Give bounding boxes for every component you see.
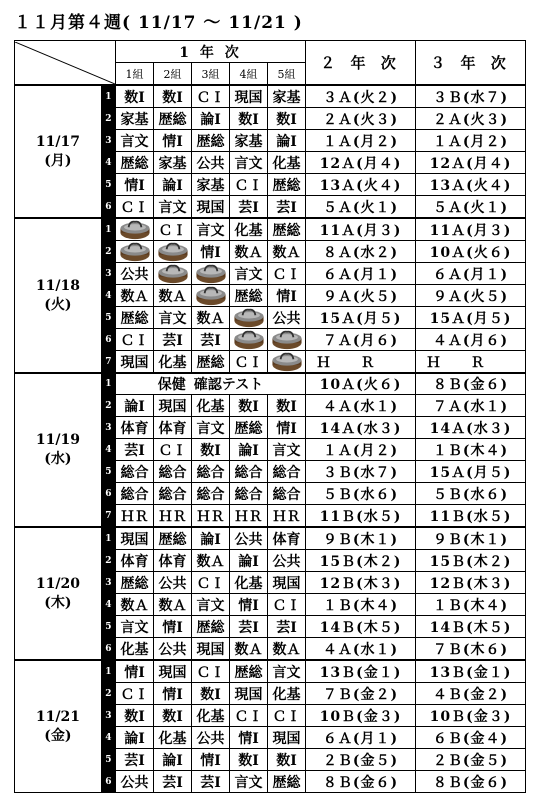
- class-cell: ＣＩ: [154, 439, 192, 461]
- class-cell: 化基: [192, 705, 230, 727]
- grade3-cell: ８Ｂ(金６): [416, 771, 526, 793]
- class-cell: 数Ⅰ: [268, 395, 306, 417]
- class-cell: 体育: [116, 417, 154, 439]
- class-cell: 数Ⅰ: [268, 108, 306, 130]
- class-cell: ＣＩ: [230, 351, 268, 374]
- class-cell: 数Ａ: [116, 285, 154, 307]
- class-cell: ＨＲ: [268, 505, 306, 528]
- class-cell: 情Ⅰ: [192, 241, 230, 263]
- grade3-cell: 10Ｂ(金３): [416, 705, 526, 727]
- grade3-cell: 13Ｂ(金１): [416, 660, 526, 683]
- day-date: 11/19: [35, 432, 80, 448]
- grade3-cell: ４Ａ(月６): [416, 329, 526, 351]
- grade2-cell: ８Ｂ(金６): [306, 771, 416, 793]
- grade3-cell: 10Ａ(火６): [416, 241, 526, 263]
- class-cell: 言文: [154, 307, 192, 329]
- class-cell: ＣＩ: [116, 196, 154, 219]
- grade3-cell: 11Ａ(月３): [416, 218, 526, 241]
- class-cell: 芸Ⅰ: [116, 749, 154, 771]
- period-row: [15, 85, 526, 108]
- class-cell: 現国: [268, 727, 306, 749]
- class-cell: 化基: [268, 152, 306, 174]
- class-cell: 化基: [192, 395, 230, 417]
- grade3-cell: 12Ｂ(木３): [416, 572, 526, 594]
- grade2-cell: ３Ａ(火２): [306, 85, 416, 108]
- grade2-cell: ８Ａ(水２): [306, 241, 416, 263]
- class-cell: 総合: [192, 461, 230, 483]
- class-cell: 現国: [192, 638, 230, 661]
- day-date: 11/18: [35, 277, 80, 294]
- class-cell: 言文: [192, 417, 230, 439]
- period-number: 4: [101, 439, 115, 461]
- class-cell: 情Ⅰ: [268, 417, 306, 439]
- class-cell: ＨＲ: [230, 505, 268, 528]
- class-cell: 公共: [154, 572, 192, 594]
- class-cell: 公共: [268, 550, 306, 572]
- class-cell: ＨＲ: [192, 505, 230, 528]
- grade2-cell: 13Ｂ(金１): [306, 660, 416, 683]
- period-number: 7: [101, 351, 115, 374]
- class-cell: 言文: [116, 616, 154, 638]
- class-cell: 公共: [268, 307, 306, 329]
- grade2-cell: 10Ｂ(金３): [306, 705, 416, 727]
- class-cell: 言文: [230, 152, 268, 174]
- class-cell: 情Ⅰ: [116, 660, 154, 683]
- grade2-cell: 14Ｂ(木５): [306, 616, 416, 638]
- period-number: 5: [101, 174, 115, 196]
- period-number: 1: [101, 85, 115, 108]
- period-number: 4: [101, 152, 115, 174]
- event-name: 保健: [157, 377, 186, 393]
- class-cell: 論Ⅰ: [192, 108, 230, 130]
- period-number: 3: [101, 130, 115, 152]
- class-cell: 現国: [116, 351, 154, 374]
- grade2-cell: ９Ｂ(木１): [306, 527, 416, 550]
- period-number: 3: [101, 572, 115, 594]
- period-number: 6: [101, 329, 115, 351]
- class-cell: 言文: [230, 771, 268, 793]
- grade3-cell: ５Ａ(火１): [416, 196, 526, 219]
- curling-stone-icon: [231, 308, 267, 328]
- class-cell: 論Ⅰ: [230, 550, 268, 572]
- period-number: 3: [101, 417, 115, 439]
- grade3-cell: 14Ｂ(木５): [416, 616, 526, 638]
- day-weekday: (月): [44, 152, 72, 169]
- period-number: 5: [101, 749, 115, 771]
- class-cell: 体育: [116, 550, 154, 572]
- class-cell: 総合: [268, 461, 306, 483]
- grade3-cell: ２Ａ(火３): [416, 108, 526, 130]
- curling-stone-cell: [268, 329, 306, 351]
- corner-cell: [15, 41, 116, 86]
- class-cell: 体育: [268, 527, 306, 550]
- class-cell: 論Ⅰ: [154, 749, 192, 771]
- class-cell: 総合: [154, 461, 192, 483]
- class-cell: 数Ａ: [192, 307, 230, 329]
- grade2-cell: ３Ｂ(水７): [306, 461, 416, 483]
- class-cell: 情Ⅰ: [230, 727, 268, 749]
- class-cell: 情Ⅰ: [192, 749, 230, 771]
- class-cell: 数Ⅰ: [268, 749, 306, 771]
- class-cell: 化基: [268, 683, 306, 705]
- class-cell: 数Ａ: [154, 594, 192, 616]
- class-cell: 歴総: [268, 218, 306, 241]
- grade3-cell: ５Ｂ(水６): [416, 483, 526, 505]
- grade2-header: ２ 年 次: [306, 41, 416, 86]
- class-cell: 化基: [116, 638, 154, 661]
- curling-stone-cell: [116, 241, 154, 263]
- grade2-cell: 11Ｂ(水５): [306, 505, 416, 528]
- class-header-2: 2組: [154, 63, 192, 86]
- class-cell: ＣＩ: [116, 683, 154, 705]
- class-cell: 歴総: [268, 174, 306, 196]
- class-cell: 論Ⅰ: [268, 130, 306, 152]
- grade2-cell: 12Ａ(月４): [306, 152, 416, 174]
- class-cell: 歴総: [230, 285, 268, 307]
- class-cell: 芸Ⅰ: [154, 329, 192, 351]
- curling-stone-icon: [155, 264, 191, 284]
- curling-stone-icon: [155, 242, 191, 262]
- class-cell: 化基: [230, 218, 268, 241]
- class-cell: 歴総: [192, 130, 230, 152]
- period-row: [15, 527, 526, 550]
- grade3-cell: ２Ｂ(金５): [416, 749, 526, 771]
- period-number: 1: [101, 218, 115, 241]
- class-cell: 芸Ⅰ: [268, 616, 306, 638]
- day-weekday: (水): [44, 451, 72, 467]
- grade2-cell: 14Ａ(水３): [306, 417, 416, 439]
- class-cell: 現国: [268, 572, 306, 594]
- grade2-cell: ２Ｂ(金５): [306, 749, 416, 771]
- class-cell: 論Ⅰ: [116, 395, 154, 417]
- class-cell: 言文: [116, 130, 154, 152]
- grade3-cell: １Ｂ(木４): [416, 439, 526, 461]
- curling-stone-icon: [193, 286, 229, 306]
- day-date: 11/20: [35, 575, 80, 592]
- class-cell: 芸Ⅰ: [192, 329, 230, 351]
- class-cell: 芸Ⅰ: [268, 196, 306, 219]
- class-cell: 論Ⅰ: [192, 527, 230, 550]
- class-cell: 家基: [192, 174, 230, 196]
- class-cell: 芸Ⅰ: [154, 771, 192, 793]
- class-cell: 芸Ⅰ: [230, 196, 268, 219]
- grade2-cell: 15Ｂ(木２): [306, 550, 416, 572]
- day-label: [15, 218, 102, 373]
- grade2-cell: １Ａ(月２): [306, 439, 416, 461]
- grade2-cell: ６Ａ(月１): [306, 263, 416, 285]
- grade2-cell: ＨＲ: [306, 351, 416, 374]
- period-number: 2: [101, 550, 115, 572]
- class-cell: 歴総: [268, 771, 306, 793]
- grade2-cell: ４Ａ(水１): [306, 395, 416, 417]
- class-cell: 化基: [154, 351, 192, 374]
- period-number: 6: [101, 483, 115, 505]
- class-cell: 歴総: [116, 572, 154, 594]
- event-detail: 確認テスト: [193, 377, 264, 393]
- class-cell: 数Ⅰ: [116, 705, 154, 727]
- class-cell: 総合: [154, 483, 192, 505]
- period-number: 3: [101, 705, 115, 727]
- grade3-cell: ６Ａ(月１): [416, 263, 526, 285]
- grade3-cell: 15Ａ(月５): [416, 307, 526, 329]
- grade2-cell: 15Ａ(月５): [306, 307, 416, 329]
- class-cell: 数Ⅰ: [192, 439, 230, 461]
- period-number: 3: [101, 263, 115, 285]
- class-cell: 歴総: [116, 152, 154, 174]
- class-cell: 数Ⅰ: [230, 749, 268, 771]
- class-cell: 化基: [154, 727, 192, 749]
- grade2-cell: 10Ａ(火６): [306, 373, 416, 395]
- class-cell: 言文: [268, 439, 306, 461]
- grade1-header: 1 年 次: [116, 41, 306, 63]
- grade3-cell: ６Ｂ(金４): [416, 727, 526, 749]
- grade2-cell: ７Ｂ(金２): [306, 683, 416, 705]
- class-cell: 歴総: [230, 660, 268, 683]
- class-cell: 数Ａ: [116, 594, 154, 616]
- class-cell: 数Ａ: [268, 638, 306, 661]
- curling-stone-cell: [154, 263, 192, 285]
- diagonal-line: [15, 42, 115, 84]
- grade2-cell: ９Ａ(火５): [306, 285, 416, 307]
- period-number: 2: [101, 395, 115, 417]
- page-title: １１月第４週( 11/17 〜 11/21 ): [14, 13, 303, 33]
- class-cell: 芸Ⅰ: [230, 616, 268, 638]
- day-label: [15, 660, 102, 793]
- class-cell: ＣＩ: [116, 329, 154, 351]
- class-cell: 数Ⅰ: [230, 395, 268, 417]
- class-cell: 論Ⅰ: [116, 727, 154, 749]
- curling-stone-icon: [117, 220, 153, 240]
- class-cell: ＣＩ: [192, 660, 230, 683]
- grade2-cell: １Ａ(月２): [306, 130, 416, 152]
- curling-stone-cell: [192, 285, 230, 307]
- grade3-cell: 11Ｂ(水５): [416, 505, 526, 528]
- grade2-cell: ７Ａ(月６): [306, 329, 416, 351]
- class-cell: 芸Ⅰ: [116, 439, 154, 461]
- day-weekday: (火): [44, 296, 72, 313]
- day-label: [15, 373, 102, 527]
- class-cell: 数Ⅰ: [116, 85, 154, 108]
- class-cell: 化基: [230, 572, 268, 594]
- grade3-cell: ＨＲ: [416, 351, 526, 374]
- class-cell: 数Ａ: [192, 550, 230, 572]
- class-cell: 数Ⅰ: [192, 683, 230, 705]
- grade2-cell: ２Ａ(火３): [306, 108, 416, 130]
- grade3-cell: ９Ｂ(木１): [416, 527, 526, 550]
- grade3-cell: １Ｂ(木４): [416, 594, 526, 616]
- class-cell: 総合: [268, 483, 306, 505]
- class-cell: 言文: [192, 218, 230, 241]
- class-cell: 総合: [230, 483, 268, 505]
- curling-stone-cell: [230, 329, 268, 351]
- class-cell: 家基: [230, 130, 268, 152]
- class-cell: 論Ⅰ: [154, 174, 192, 196]
- class-cell: 現国: [154, 660, 192, 683]
- class-cell: 歴総: [154, 527, 192, 550]
- curling-stone-icon: [269, 330, 305, 350]
- period-number: 7: [101, 505, 115, 528]
- class-cell: 家基: [268, 85, 306, 108]
- class-cell: 歴総: [192, 616, 230, 638]
- period-number: 6: [101, 638, 115, 661]
- class-cell: 情Ⅰ: [268, 285, 306, 307]
- day-date: 11/17: [35, 133, 80, 150]
- class-header-5: 5組: [268, 63, 306, 86]
- curling-stone-cell: [116, 218, 154, 241]
- grade2-cell: ５Ｂ(水６): [306, 483, 416, 505]
- class-cell: 言文: [230, 263, 268, 285]
- grade3-cell: ８Ｂ(金６): [416, 373, 526, 395]
- day-label: [15, 527, 102, 660]
- grade3-cell: 15Ａ(月５): [416, 461, 526, 483]
- class-cell: 数Ⅰ: [154, 85, 192, 108]
- period-number: 1: [101, 660, 115, 683]
- grade3-cell: ９Ａ(火５): [416, 285, 526, 307]
- grade2-cell: 11Ａ(月３): [306, 218, 416, 241]
- grade3-cell: ７Ａ(水１): [416, 395, 526, 417]
- period-number: 4: [101, 594, 115, 616]
- class-cell: 現国: [192, 196, 230, 219]
- class-header-4: 4組: [230, 63, 268, 86]
- class-cell: 言文: [192, 594, 230, 616]
- grade2-cell: ４Ａ(水１): [306, 638, 416, 661]
- class-cell: 総合: [192, 483, 230, 505]
- grade2-cell: 13Ａ(火４): [306, 174, 416, 196]
- class-cell: 数Ａ: [154, 285, 192, 307]
- period-number: 6: [101, 196, 115, 219]
- curling-stone-cell: [230, 307, 268, 329]
- class-cell: 総合: [230, 461, 268, 483]
- curling-stone-icon: [231, 330, 267, 350]
- grade3-cell: 14Ａ(水３): [416, 417, 526, 439]
- period-number: 6: [101, 771, 115, 793]
- class-cell: 言文: [268, 660, 306, 683]
- period-number: 1: [101, 527, 115, 550]
- class-cell: ＣＩ: [268, 705, 306, 727]
- period-number: 1: [101, 373, 115, 395]
- class-cell: 論Ⅰ: [230, 439, 268, 461]
- period-number: 5: [101, 461, 115, 483]
- class-cell: ＣＩ: [230, 174, 268, 196]
- class-cell: 数Ａ: [230, 638, 268, 661]
- class-cell: 情Ⅰ: [230, 594, 268, 616]
- timetable: [14, 40, 526, 793]
- class-cell: 公共: [116, 771, 154, 793]
- class-cell: 家基: [154, 152, 192, 174]
- class-cell: 総合: [116, 483, 154, 505]
- day-date: 11/21: [35, 708, 80, 725]
- class-cell: ＨＲ: [116, 505, 154, 528]
- period-row: [15, 373, 526, 395]
- class-cell: 体育: [154, 417, 192, 439]
- class-cell: 数Ⅰ: [154, 705, 192, 727]
- grade2-cell: ５Ａ(火１): [306, 196, 416, 219]
- class-cell: 情Ⅰ: [154, 683, 192, 705]
- day-weekday: (木): [44, 594, 72, 611]
- period-row: [15, 660, 526, 683]
- class-cell: ＣＩ: [154, 218, 192, 241]
- class-cell: 総合: [116, 461, 154, 483]
- curling-stone-cell: [154, 241, 192, 263]
- class-header-3: 3組: [192, 63, 230, 86]
- class-cell: 公共: [192, 152, 230, 174]
- day-label: [15, 85, 102, 218]
- class-cell: 公共: [154, 638, 192, 661]
- class-cell: 歴総: [116, 307, 154, 329]
- class-cell: 歴総: [154, 108, 192, 130]
- class-cell: ＣＩ: [230, 705, 268, 727]
- class-cell: ＣＩ: [268, 594, 306, 616]
- period-number: 2: [101, 241, 115, 263]
- grade2-cell: 12Ｂ(木３): [306, 572, 416, 594]
- period-row: [15, 218, 526, 241]
- period-number: 2: [101, 108, 115, 130]
- grade3-cell: ４Ｂ(金２): [416, 683, 526, 705]
- grade3-header: ３ 年 次: [416, 41, 526, 86]
- event-cell: [116, 373, 306, 395]
- class-cell: 言文: [154, 196, 192, 219]
- class-cell: 公共: [116, 263, 154, 285]
- class-cell: 情Ⅰ: [154, 130, 192, 152]
- class-cell: 現国: [154, 395, 192, 417]
- class-cell: ＣＩ: [268, 263, 306, 285]
- class-cell: 現国: [116, 527, 154, 550]
- curling-stone-icon: [117, 242, 153, 262]
- grade3-cell: 15Ｂ(木２): [416, 550, 526, 572]
- class-cell: 現国: [230, 683, 268, 705]
- day-weekday: (金): [44, 727, 72, 744]
- class-cell: 歴総: [230, 417, 268, 439]
- curling-stone-cell: [268, 351, 306, 374]
- grade3-cell: 12Ａ(月４): [416, 152, 526, 174]
- class-cell: ＨＲ: [154, 505, 192, 528]
- class-cell: ＣＩ: [192, 85, 230, 108]
- class-cell: 公共: [230, 527, 268, 550]
- grade2-cell: １Ｂ(木４): [306, 594, 416, 616]
- grade3-cell: １Ａ(月２): [416, 130, 526, 152]
- class-cell: 数Ａ: [230, 241, 268, 263]
- period-number: 4: [101, 727, 115, 749]
- period-number: 4: [101, 285, 115, 307]
- period-number: 5: [101, 307, 115, 329]
- class-cell: 現国: [230, 85, 268, 108]
- class-header-1: 1組: [116, 63, 154, 86]
- class-cell: ＣＩ: [192, 572, 230, 594]
- class-cell: 数Ⅰ: [230, 108, 268, 130]
- period-number: 2: [101, 683, 115, 705]
- grade3-cell: ３Ｂ(水７): [416, 85, 526, 108]
- class-cell: 公共: [192, 727, 230, 749]
- class-cell: 数Ａ: [268, 241, 306, 263]
- class-cell: 情Ⅰ: [154, 616, 192, 638]
- curling-stone-icon: [269, 352, 305, 372]
- curling-stone-icon: [193, 264, 229, 284]
- class-cell: 歴総: [192, 351, 230, 374]
- period-number: 5: [101, 616, 115, 638]
- class-cell: 家基: [116, 108, 154, 130]
- grade3-cell: 13Ａ(火４): [416, 174, 526, 196]
- grade3-cell: ７Ｂ(木６): [416, 638, 526, 661]
- curling-stone-cell: [192, 263, 230, 285]
- grade2-cell: ６Ａ(月１): [306, 727, 416, 749]
- class-cell: 体育: [154, 550, 192, 572]
- class-cell: 芸Ⅰ: [192, 771, 230, 793]
- class-cell: 情Ⅰ: [116, 174, 154, 196]
